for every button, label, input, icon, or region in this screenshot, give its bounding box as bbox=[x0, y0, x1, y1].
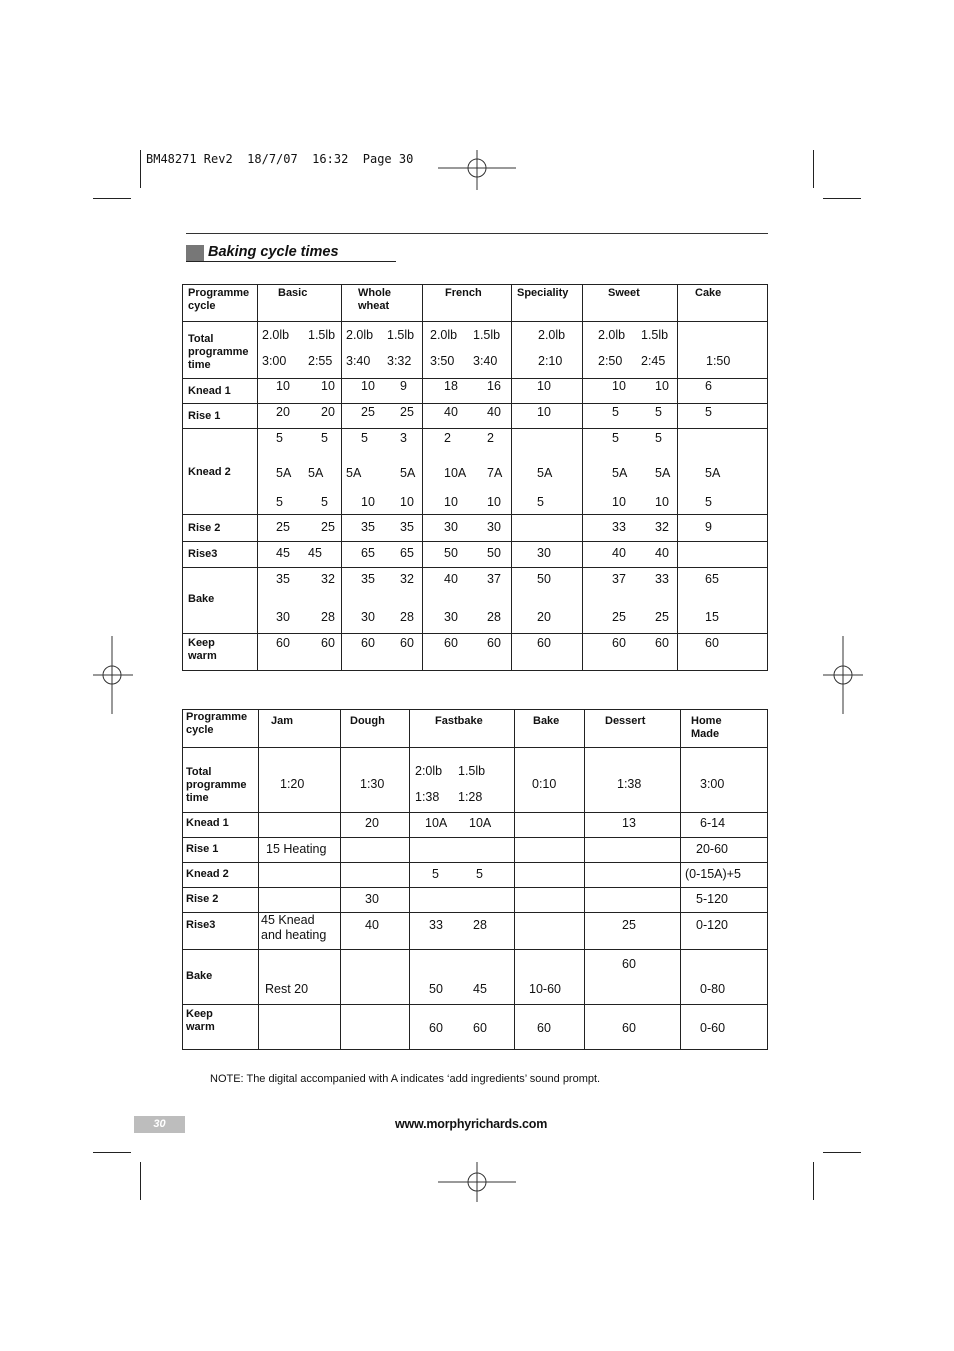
row-header: Rise 2 bbox=[186, 893, 219, 905]
row-header: Rise 2 bbox=[188, 522, 221, 534]
column-header: Bake bbox=[533, 715, 560, 727]
table-cell: 5 bbox=[705, 405, 712, 419]
column-header: Home Made bbox=[691, 715, 722, 740]
table-cell: 10 bbox=[537, 405, 551, 419]
table-cell: 2.0lb bbox=[538, 328, 566, 342]
table-rule bbox=[182, 321, 768, 322]
table-cell: 5A bbox=[655, 466, 671, 480]
table-rule bbox=[182, 284, 183, 671]
row-header: Knead 2 bbox=[188, 466, 231, 478]
table-cell: 2.0lb bbox=[346, 328, 374, 342]
table-cell: 2:0lb bbox=[415, 764, 443, 778]
heading-underline bbox=[186, 261, 396, 262]
crop-mark bbox=[93, 1152, 131, 1153]
table-cell: 20-60 bbox=[696, 842, 728, 856]
table-rule bbox=[422, 284, 423, 671]
table-cell: 35 bbox=[400, 520, 414, 534]
table-cell: 45 bbox=[473, 982, 487, 996]
page-number: 30 bbox=[134, 1116, 185, 1133]
table-cell: 30 bbox=[276, 610, 290, 624]
table-cell: 45 Knead and heating bbox=[261, 913, 327, 942]
table-cell: 5 bbox=[432, 867, 439, 881]
row-header: Knead 1 bbox=[186, 817, 229, 829]
table-cell: 35 bbox=[361, 572, 375, 586]
table-cell: 1.5lb bbox=[458, 764, 486, 778]
column-header: French bbox=[445, 287, 482, 299]
table-cell: 40 bbox=[444, 405, 458, 419]
table-cell: 60 bbox=[622, 1021, 636, 1035]
table-cell: 6 bbox=[705, 379, 712, 393]
column-header: Jam bbox=[271, 715, 294, 727]
table-cell: 9 bbox=[400, 379, 407, 393]
row-header: Keep warm bbox=[186, 1008, 215, 1033]
table-cell: 2:10 bbox=[538, 354, 563, 368]
table-cell: 2.0lb bbox=[598, 328, 626, 342]
table-cell: 0:10 bbox=[532, 777, 557, 791]
table-cell: 5A bbox=[346, 466, 362, 480]
table-cell: 13 bbox=[622, 816, 636, 830]
table-cell: 60 bbox=[622, 957, 636, 971]
table-cell: 3 bbox=[400, 431, 407, 445]
row-header: Total programme time bbox=[186, 766, 247, 804]
table-cell: 60 bbox=[429, 1021, 443, 1035]
table-cell: 5 bbox=[276, 495, 283, 509]
table-cell: 0-80 bbox=[700, 982, 726, 996]
table-cell: 3:00 bbox=[700, 777, 725, 791]
table-cell: 40 bbox=[612, 546, 626, 560]
note-text: NOTE: The digital accompanied with A indicates ‘add ingredients’ sound prompt. bbox=[210, 1073, 601, 1085]
crop-mark bbox=[140, 1162, 141, 1200]
table-cell: 3:40 bbox=[346, 354, 371, 368]
table-cell: 5A bbox=[537, 466, 553, 480]
table-cell: 30 bbox=[361, 610, 375, 624]
table-cell: 3:00 bbox=[262, 354, 287, 368]
table-rule bbox=[511, 284, 512, 671]
table-cell: 5A bbox=[276, 466, 292, 480]
table-cell: 60 bbox=[444, 636, 458, 650]
table-cell: 2:55 bbox=[308, 354, 333, 368]
table-cell: 10 bbox=[487, 495, 501, 509]
table-cell: 30 bbox=[537, 546, 551, 560]
crop-mark bbox=[140, 150, 141, 188]
table-cell: 5 bbox=[612, 431, 619, 445]
table-cell: 5 bbox=[705, 495, 712, 509]
table-rule bbox=[340, 709, 341, 1050]
table-cell: 30 bbox=[444, 610, 458, 624]
table-rule bbox=[514, 709, 515, 1050]
table-cell: 10A bbox=[425, 816, 448, 830]
table-cell: 40 bbox=[365, 918, 379, 932]
table-cell: 37 bbox=[612, 572, 626, 586]
table-cell: 10 bbox=[537, 379, 551, 393]
table-cell: 65 bbox=[400, 546, 414, 560]
table-rule bbox=[584, 709, 585, 1050]
row-header: Rise 1 bbox=[186, 843, 219, 855]
table-cell: 37 bbox=[487, 572, 501, 586]
registration-mark-icon bbox=[823, 636, 863, 714]
column-header: Cake bbox=[695, 287, 722, 299]
table-cell: 2 bbox=[444, 431, 451, 445]
table-cell: 65 bbox=[361, 546, 375, 560]
table-cell: 40 bbox=[655, 546, 669, 560]
table-cell: 1.5lb bbox=[473, 328, 501, 342]
print-slug: BM48271 Rev2 18/7/07 16:32 Page 30 bbox=[146, 152, 414, 166]
registration-mark-icon bbox=[438, 150, 516, 190]
table-cell: 7A bbox=[487, 466, 503, 480]
table-cell: 35 bbox=[276, 572, 290, 586]
table-cell: 20 bbox=[276, 405, 290, 419]
table-cell: 28 bbox=[487, 610, 501, 624]
crop-mark bbox=[823, 198, 861, 199]
table-cell: 60 bbox=[612, 636, 626, 650]
table-cell: 50 bbox=[444, 546, 458, 560]
column-header: Fastbake bbox=[435, 715, 483, 727]
table-rule bbox=[257, 284, 258, 671]
table-cell: 60 bbox=[655, 636, 669, 650]
table-cell: 28 bbox=[400, 610, 414, 624]
table-cell: 40 bbox=[444, 572, 458, 586]
table-cell: 9 bbox=[705, 520, 712, 534]
table-cell: 40 bbox=[487, 405, 501, 419]
table-cell: 2 bbox=[487, 431, 494, 445]
table-cell: 25 bbox=[321, 520, 335, 534]
table-cell: 5 bbox=[361, 431, 368, 445]
website-link[interactable]: www.morphyrichards.com bbox=[395, 1117, 548, 1131]
registration-mark-icon bbox=[93, 636, 133, 714]
table-rule bbox=[182, 567, 768, 568]
table-cell: 20 bbox=[321, 405, 335, 419]
crop-mark bbox=[813, 150, 814, 188]
table-rule bbox=[182, 670, 768, 671]
table-rule bbox=[582, 284, 583, 671]
table-rule bbox=[182, 378, 768, 379]
table-cell: 33 bbox=[612, 520, 626, 534]
table-cell: 25 bbox=[655, 610, 669, 624]
table-rule bbox=[341, 284, 342, 671]
table-rule bbox=[767, 709, 768, 1050]
table-cell: 1:50 bbox=[706, 354, 731, 368]
table-cell: 28 bbox=[321, 610, 335, 624]
table-cell: 1.5lb bbox=[308, 328, 336, 342]
table-cell: 10A bbox=[469, 816, 492, 830]
table-cell: 60 bbox=[705, 636, 719, 650]
table-cell: 50 bbox=[429, 982, 443, 996]
row-header: Total programme time bbox=[188, 333, 249, 371]
heading-marker bbox=[186, 245, 204, 262]
table-cell: 3:50 bbox=[430, 354, 455, 368]
table-cell: 2:50 bbox=[598, 354, 623, 368]
crop-mark bbox=[813, 1162, 814, 1200]
table-cell: (0-15A)+5 bbox=[685, 867, 741, 881]
column-header: Speciality bbox=[517, 287, 569, 299]
table-cell: 5 bbox=[537, 495, 544, 509]
table-rule bbox=[182, 541, 768, 542]
row-header: Keep warm bbox=[188, 637, 217, 662]
table-cell: 10 bbox=[655, 379, 669, 393]
row-header: Rise3 bbox=[186, 919, 216, 931]
table-cell: 16 bbox=[487, 379, 501, 393]
table-cell: 10-60 bbox=[529, 982, 561, 996]
table-cell: 15 Heating bbox=[266, 842, 327, 856]
table-cell: 10 bbox=[321, 379, 335, 393]
column-header: Whole wheat bbox=[358, 287, 391, 312]
row-header: Knead 1 bbox=[188, 385, 231, 397]
table-cell: 60 bbox=[361, 636, 375, 650]
table-cell: 1:38 bbox=[415, 790, 440, 804]
row-header: Bake bbox=[188, 593, 215, 605]
table-cell: 10 bbox=[361, 495, 375, 509]
section-title: Baking cycle times bbox=[208, 244, 339, 260]
table-cell: 10 bbox=[612, 379, 626, 393]
table-cell: 25 bbox=[622, 918, 636, 932]
table-cell: 60 bbox=[537, 1021, 551, 1035]
table-rule bbox=[680, 709, 681, 1050]
table-cell: 45 bbox=[308, 546, 322, 560]
table-cell: 18 bbox=[444, 379, 458, 393]
table-cell: 2.0lb bbox=[262, 328, 290, 342]
column-header: Basic bbox=[278, 287, 308, 299]
row-header: Knead 2 bbox=[186, 868, 229, 880]
table-cell: 3:40 bbox=[473, 354, 498, 368]
table-cell: 32 bbox=[400, 572, 414, 586]
table-cell: 1:30 bbox=[360, 777, 385, 791]
table-cell: 1.5lb bbox=[641, 328, 669, 342]
table-cell: 30 bbox=[487, 520, 501, 534]
table-cell: 5 bbox=[321, 431, 328, 445]
table-cell: 1:28 bbox=[458, 790, 483, 804]
row-header: Bake bbox=[186, 970, 213, 982]
table-cell: 1:38 bbox=[617, 777, 642, 791]
table-cell: 32 bbox=[321, 572, 335, 586]
table-cell: 33 bbox=[655, 572, 669, 586]
table-rule bbox=[182, 403, 768, 404]
column-header: Dessert bbox=[605, 715, 646, 727]
table-cell: 6-14 bbox=[700, 816, 726, 830]
crop-mark bbox=[93, 198, 131, 199]
table-rule bbox=[677, 284, 678, 671]
table-cell: 2.0lb bbox=[430, 328, 458, 342]
table-cell: 60 bbox=[400, 636, 414, 650]
table-cell: 33 bbox=[429, 918, 443, 932]
table-cell: 5 bbox=[612, 405, 619, 419]
table-rule bbox=[182, 428, 768, 429]
table-cell: 5 bbox=[476, 867, 483, 881]
column-header: Dough bbox=[350, 715, 385, 727]
table-cell: 60 bbox=[537, 636, 551, 650]
table-cell: 60 bbox=[276, 636, 290, 650]
table-cell: 5 bbox=[321, 495, 328, 509]
table-cell: 50 bbox=[537, 572, 551, 586]
table-cell: 20 bbox=[537, 610, 551, 624]
table-cell: 1.5lb bbox=[387, 328, 415, 342]
table-cell: 5 bbox=[655, 405, 662, 419]
table-cell: 32 bbox=[655, 520, 669, 534]
table-rule bbox=[767, 284, 768, 671]
table-cell: 20 bbox=[365, 816, 379, 830]
table-rule bbox=[182, 284, 768, 285]
table-cell: 10 bbox=[276, 379, 290, 393]
crop-mark bbox=[823, 1152, 861, 1153]
table-cell: 5-120 bbox=[696, 892, 728, 906]
table-cell: 60 bbox=[473, 1021, 487, 1035]
row-header: Programme cycle bbox=[188, 287, 250, 312]
table-cell: 28 bbox=[473, 918, 487, 932]
table-cell: Rest 20 bbox=[265, 982, 309, 996]
table-rule bbox=[182, 514, 768, 515]
table-cell: 10 bbox=[400, 495, 414, 509]
column-header: Sweet bbox=[608, 287, 640, 299]
table-cell: 0-120 bbox=[696, 918, 728, 932]
table-cell: 60 bbox=[487, 636, 501, 650]
row-header: Rise 1 bbox=[188, 410, 221, 422]
table-rule bbox=[258, 709, 259, 1050]
table-cell: 30 bbox=[365, 892, 379, 906]
table-cell: 5 bbox=[276, 431, 283, 445]
table-rule bbox=[182, 633, 768, 634]
table-rule bbox=[409, 709, 410, 1050]
table-cell: 5A bbox=[612, 466, 628, 480]
table-cell: 45 bbox=[276, 546, 290, 560]
row-header: Programme cycle bbox=[186, 711, 248, 736]
table-cell: 5A bbox=[308, 466, 324, 480]
table-cell: 10 bbox=[655, 495, 669, 509]
registration-mark-icon bbox=[438, 1162, 516, 1202]
table-cell: 25 bbox=[400, 405, 414, 419]
table-cell: 25 bbox=[612, 610, 626, 624]
table-cell: 5A bbox=[400, 466, 416, 480]
row-header: Rise3 bbox=[188, 548, 218, 560]
table-cell: 35 bbox=[361, 520, 375, 534]
table-cell: 2:45 bbox=[641, 354, 666, 368]
table-cell: 25 bbox=[276, 520, 290, 534]
table-cell: 65 bbox=[705, 572, 719, 586]
table-cell: 30 bbox=[444, 520, 458, 534]
table-cell: 50 bbox=[487, 546, 501, 560]
table-cell: 10 bbox=[444, 495, 458, 509]
table-cell: 10 bbox=[612, 495, 626, 509]
table-cell: 1:20 bbox=[280, 777, 305, 791]
table-cell: 3:32 bbox=[387, 354, 412, 368]
table-cell: 10A bbox=[444, 466, 467, 480]
table-cell: 60 bbox=[321, 636, 335, 650]
top-rule bbox=[186, 233, 768, 234]
table-cell: 0-60 bbox=[700, 1021, 726, 1035]
table-cell: 5 bbox=[655, 431, 662, 445]
table-cell: 25 bbox=[361, 405, 375, 419]
table-cell: 15 bbox=[705, 610, 719, 624]
table-cell: 5A bbox=[705, 466, 721, 480]
table-rule bbox=[182, 709, 183, 1050]
table-cell: 10 bbox=[361, 379, 375, 393]
